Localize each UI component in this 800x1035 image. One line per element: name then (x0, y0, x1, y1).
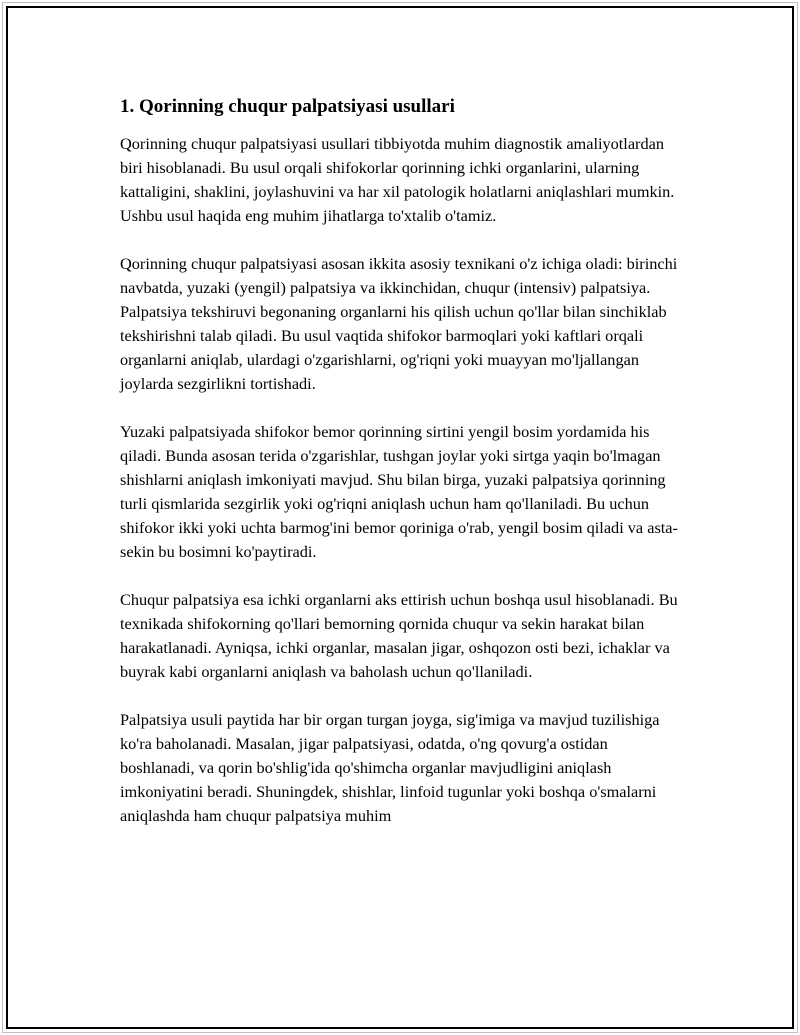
paragraph-4: Chuqur palpatsiya esa ichki organlarni aks ettirish uchun boshqa usul hisoblanadi. Bu texnikada shifokorning qo'llari bemorning qornida chuqur va sekin harakat bilan harakatlanadi. Ayniqsa, ichki organlar, masalan jigar, oshqozon osti bezi, ichaklar va buyrak kabi organlarni aniqlash va baholash uchun qo'llaniladi. (120, 590, 678, 681)
paragraph-2: Qorinning chuqur palpatsiyasi asosan ikkita asosiy texnikani o'z ichiga oladi: birinchi navbatda, yuzaki (yengil) palpatsiya va ikkinchidan, chuqur (intensiv) palpatsiya. Palpatsiya tekshiruvi begonaning organlarni his qilish uchun qo'llar bilan sinchiklab tekshirishni talab qiladi. Bu usul vaqtida shifokor barmoqlari yoki kaftlari orqali organlarni aniqlab, ulardagi o'zgarishlarni, og'riqni yoki muayyan mo'ljallangan joylarda sezgirlikni tortishadi. (120, 254, 678, 393)
page-frame (6, 6, 794, 1029)
section-heading: 1. Qorinning chuqur palpatsiyasi usullari (120, 96, 455, 117)
paragraph-3: Yuzaki palpatsiyada shifokor bemor qorinning sirtini yengil bosim yordamida his qiladi. Bunda asosan terida o'zgarishlar, tushgan joylar yoki sirtga yaqin bo'lmagan shishlarni aniqlash imkoniyati mavjud. Shu bilan birga, yuzaki palpatsiya qorinning turli qismlarida sezgirlik yoki og'riqni aniqlash uchun ham qo'llaniladi. Bu uchun shifokor ikki yoki uchta barmog'ini bemor qoriniga o'rab, yengil bosim qiladi va asta-sekin bu bosimni ko'paytiradi. (120, 422, 678, 561)
paragraph-5: Palpatsiya usuli paytida har bir organ turgan joyga, sig'imiga va mavjud tuzilishiga ko'ra baholanadi. Masalan, jigar palpatsiyasi, odatda, o'ng qovurg'a ostidan boshlanadi, va qorin bo'shlig'ida qo'shimcha organlar mavjudligini aniqlash imkoniyatini beradi. Shuningdek, shishlar, linfoid tugunlar yoki boshqa o'smalarni aniqlashda ham chuqur palpatsiya muhim (120, 710, 660, 825)
paragraph-1: Qorinning chuqur palpatsiyasi usullari tibbiyotda muhim diagnostik amaliyotlardan biri hisoblanadi. Bu usul orqali shifokorlar qorinning ichki organlarini, ularning kattaligini, shaklini, joylashuvini va har xil patologik holatlarni aniqlashlari mumkin. Ushbu usul haqida eng muhim jihatlarga to'xtalib o'tamiz. (120, 134, 675, 225)
document-body (120, 94, 680, 852)
